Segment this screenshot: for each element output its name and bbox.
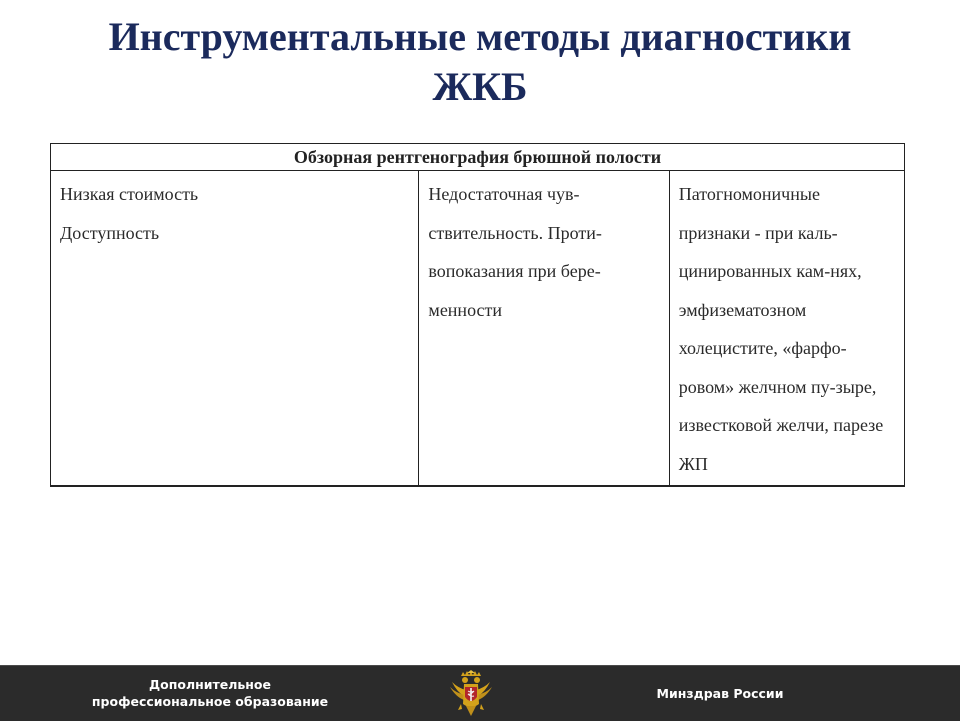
slide-title-line2: ЖКБ — [432, 64, 528, 109]
notes-text: Патогномоничные признаки - при каль-цинированных кам-нях, эмфизематозном холецистите, «фарфо-ровом» желчном пу-зыре, известковой желчи, парезе ЖП — [678, 184, 884, 474]
footer-left-caption — [80, 676, 340, 710]
method-table — [50, 143, 905, 487]
table-header-cell: Обзорная рентгенография брюшной полости — [51, 144, 905, 171]
slide-title — [40, 12, 920, 112]
double-headed-eagle-emblem-icon — [448, 670, 494, 718]
footer-bar — [0, 665, 960, 721]
slide-title-line1: Инструментальные методы диагностики — [108, 14, 852, 59]
disadvantages-text: Недостаточная чув-ствительность. Проти-вопоказания при бере-менности — [428, 184, 602, 320]
table-row — [51, 171, 905, 487]
advantages-cell — [51, 171, 419, 487]
footer-left-line2: профессиональное образование — [91, 694, 329, 709]
footer-right-caption: Минздрав России — [656, 686, 784, 701]
disadvantages-cell — [419, 171, 669, 487]
footer-left-line1: Дополнительное — [149, 677, 271, 692]
advantage-item: Низкая стоимость — [60, 184, 199, 204]
advantage-item: Доступность — [60, 222, 160, 243]
notes-cell — [669, 171, 904, 487]
method-table-container — [50, 143, 905, 487]
table-header-row — [51, 144, 905, 171]
